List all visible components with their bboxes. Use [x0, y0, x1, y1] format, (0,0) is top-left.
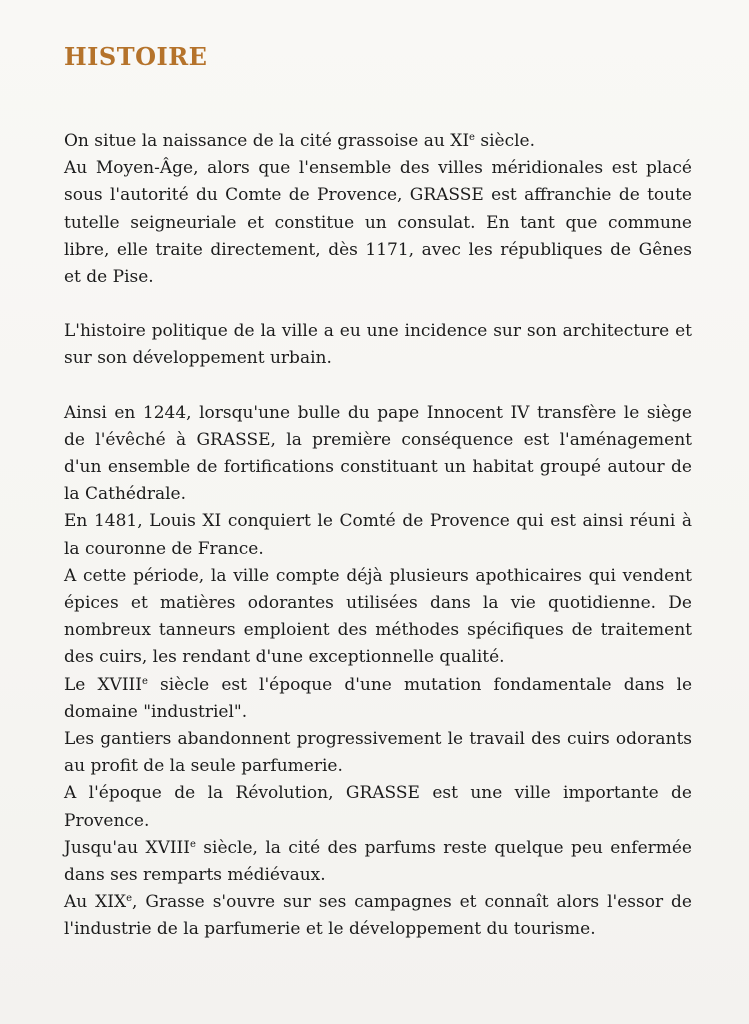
text-run: L'histoire politique de la ville a eu une incidence sur son architecture et sur son développement urbain. [64, 321, 692, 369]
paragraph [64, 318, 692, 372]
paragraph [64, 672, 692, 726]
text-run: En 1481, Louis XI conquiert le Comté de Provence qui est ainsi réuni à la couronne de France. [64, 511, 692, 559]
superscript: e [469, 132, 475, 143]
text-run: A l'époque de la Révolution, GRASSE est une ville importante de Provence. [64, 783, 692, 831]
paragraph [64, 835, 692, 889]
text-run: siècle, la cité des parfums reste quelque peu enfermée dans ses remparts médiévaux. [64, 837, 692, 886]
superscript: e [190, 838, 196, 850]
text-run: On situe la naissance de la cité grassoise au XI [64, 131, 470, 151]
text-run: Les gantiers abandonnent progressivement le travail des cuirs odorants au profit de la seule parfumerie. [64, 729, 692, 777]
body-text [64, 128, 692, 944]
text-run: siècle. [474, 131, 536, 151]
text-run: Jusqu'au XVIII [64, 837, 190, 858]
paragraph-gap [64, 373, 692, 400]
paragraph [64, 726, 692, 780]
text-run: Au Moyen-Âge, alors que l'ensemble des villes méridionales est placé sous l'autorité du Comte de Provence, GRASSE est affranchie de toute tutelle seigneuriale et constitue un consulat. En tant que commune libre, elle traite directement, dès 1171, avec les républiques de Gênes et de Pise. [64, 158, 692, 288]
paragraph-gap [64, 291, 692, 318]
text-run: , Grasse s'ouvre sur ses campagnes et connaît alors l'essor de l'industrie de la parfumerie et le développement du tourisme. [64, 892, 692, 940]
page-title: HISTOIRE [64, 42, 208, 71]
paragraph [64, 780, 692, 834]
paragraph [64, 508, 692, 562]
text-run: Le XVIII [64, 674, 142, 695]
paragraph [64, 400, 692, 509]
text-run: A cette période, la ville compte déjà plusieurs apothicaires qui vendent épices et matières odorantes utilisées dans la vie quotidienne. De nombreux tanneurs emploient des méthodes spécifiques de traitement des cuirs, les rendant d'une exceptionnelle qualité. [64, 565, 692, 668]
text-run: Au XIX [64, 892, 127, 913]
superscript: e [141, 675, 148, 687]
text-run: Ainsi en 1244, lorsqu'une bulle du pape Innocent IV transfère le siège de l'évêché à GRASSE, la première conséquence est l'aménagement d'un ensemble de fortifications constituant un habitat groupé autour de la Cathédrale. [64, 402, 692, 505]
text-run: siècle est l'époque d'une mutation fondamentale dans le domaine "industriel". [64, 674, 693, 722]
paragraph [64, 128, 692, 155]
paragraph [64, 563, 692, 672]
paragraph [64, 889, 692, 943]
superscript: e [126, 893, 133, 905]
paragraph [64, 155, 692, 291]
